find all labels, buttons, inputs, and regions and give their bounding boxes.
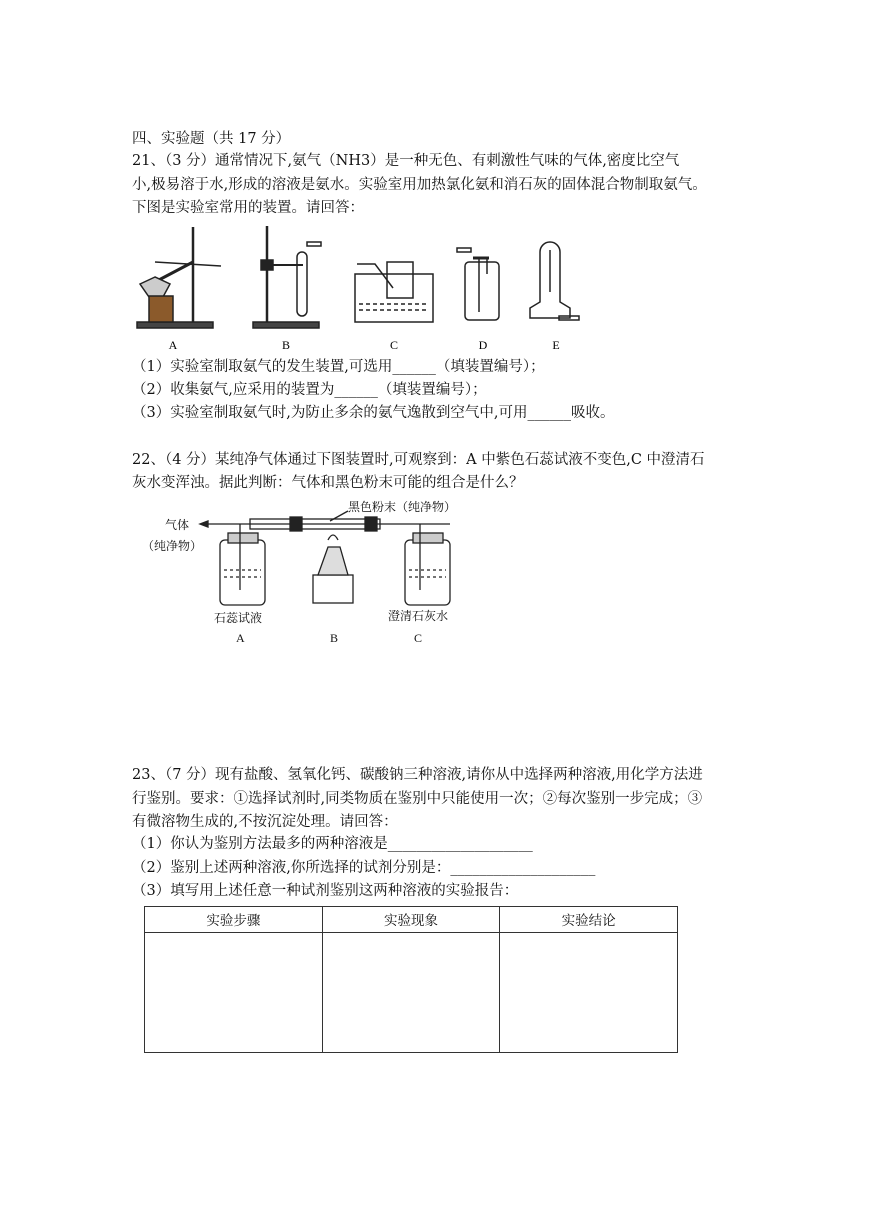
gas-label: 气体 xyxy=(165,518,190,532)
label-a: A xyxy=(168,338,178,352)
label-c: C xyxy=(389,338,399,352)
q21-sub-2: （2）收集氨气,应采用的装置为______（填装置编号）； xyxy=(132,382,487,398)
q21-sub-3: （3）实验室制取氨气时,为防止多余的氨气逸散到空气中,可用______吸收。 xyxy=(132,405,615,421)
q22-line-1: 22、（4 分）某纯净气体通过下图装置时,可观察到：A 中紫色石蕊试液不变色,C 中澄清石 xyxy=(132,452,705,468)
powder-label: 黑色粉末（纯净物） xyxy=(348,500,457,514)
label-d: D xyxy=(478,338,488,352)
cell-conclusion[interactable] xyxy=(500,933,678,1053)
section-title: 四、实验题（共 17 分） xyxy=(132,131,291,147)
label-b: B xyxy=(281,338,291,352)
q22-line-2: 灰水变浑浊。据此判断：气体和黑色粉末可能的组合是什么？ xyxy=(132,475,524,491)
header-steps: 实验步骤 xyxy=(145,907,323,933)
q21-sub-1: （1）实验室制取氨气的发生装置,可选用______（填装置编号）； xyxy=(132,359,545,375)
a-caption: 石蕊试液 xyxy=(214,611,263,625)
header-phenomena: 实验现象 xyxy=(322,907,500,933)
q21-line-1: 21、（3 分）通常情况下,氨气（NH3）是一种无色、有刺激性气味的气体,密度比空气 xyxy=(132,153,680,169)
cell-phenomena[interactable] xyxy=(322,933,500,1053)
fig-label-c: C xyxy=(414,631,423,645)
q23-line-3: 有微溶物生成的,不按沉淀处理。请回答： xyxy=(132,814,398,830)
fig-label-b: B xyxy=(330,631,339,645)
q23-sub-2: （2）鉴别上述两种溶液,你所选择的试剂分别是：____________________ xyxy=(132,860,596,876)
q21-line-3: 下图是实验室常用的装置。请回答： xyxy=(132,200,364,216)
q23-sub-1: （1）你认为鉴别方法最多的两种溶液是____________________ xyxy=(132,836,533,852)
header-conclusion: 实验结论 xyxy=(500,907,678,933)
gas-apparatus-figure xyxy=(150,495,460,650)
q21-line-2: 小,极易溶于水,形成的溶液是氨水。实验室用加热氯化氨和消石灰的固体混合物制取氨气。 xyxy=(132,177,707,193)
experiment-report-table xyxy=(144,906,678,1053)
fig-label-a: A xyxy=(236,631,245,645)
cell-steps[interactable] xyxy=(145,933,323,1053)
label-e: E xyxy=(552,338,560,352)
q23-line-1: 23、（7 分）现有盐酸、氢氧化钙、碳酸钠三种溶液,请你从中选择两种溶液,用化学方法进 xyxy=(132,767,703,783)
q23-line-2: 行鉴别。要求：①选择试剂时,同类物质在鉴别中只能使用一次；②每次鉴别一步完成；③ xyxy=(132,791,703,807)
gas-sub-label: （纯净物） xyxy=(142,539,203,553)
q23-sub-3: （3）填写用上述任意一种试剂鉴别这两种溶液的实验报告： xyxy=(132,883,519,899)
c-caption: 澄清石灰水 xyxy=(388,609,449,623)
apparatus-figure xyxy=(135,222,595,352)
